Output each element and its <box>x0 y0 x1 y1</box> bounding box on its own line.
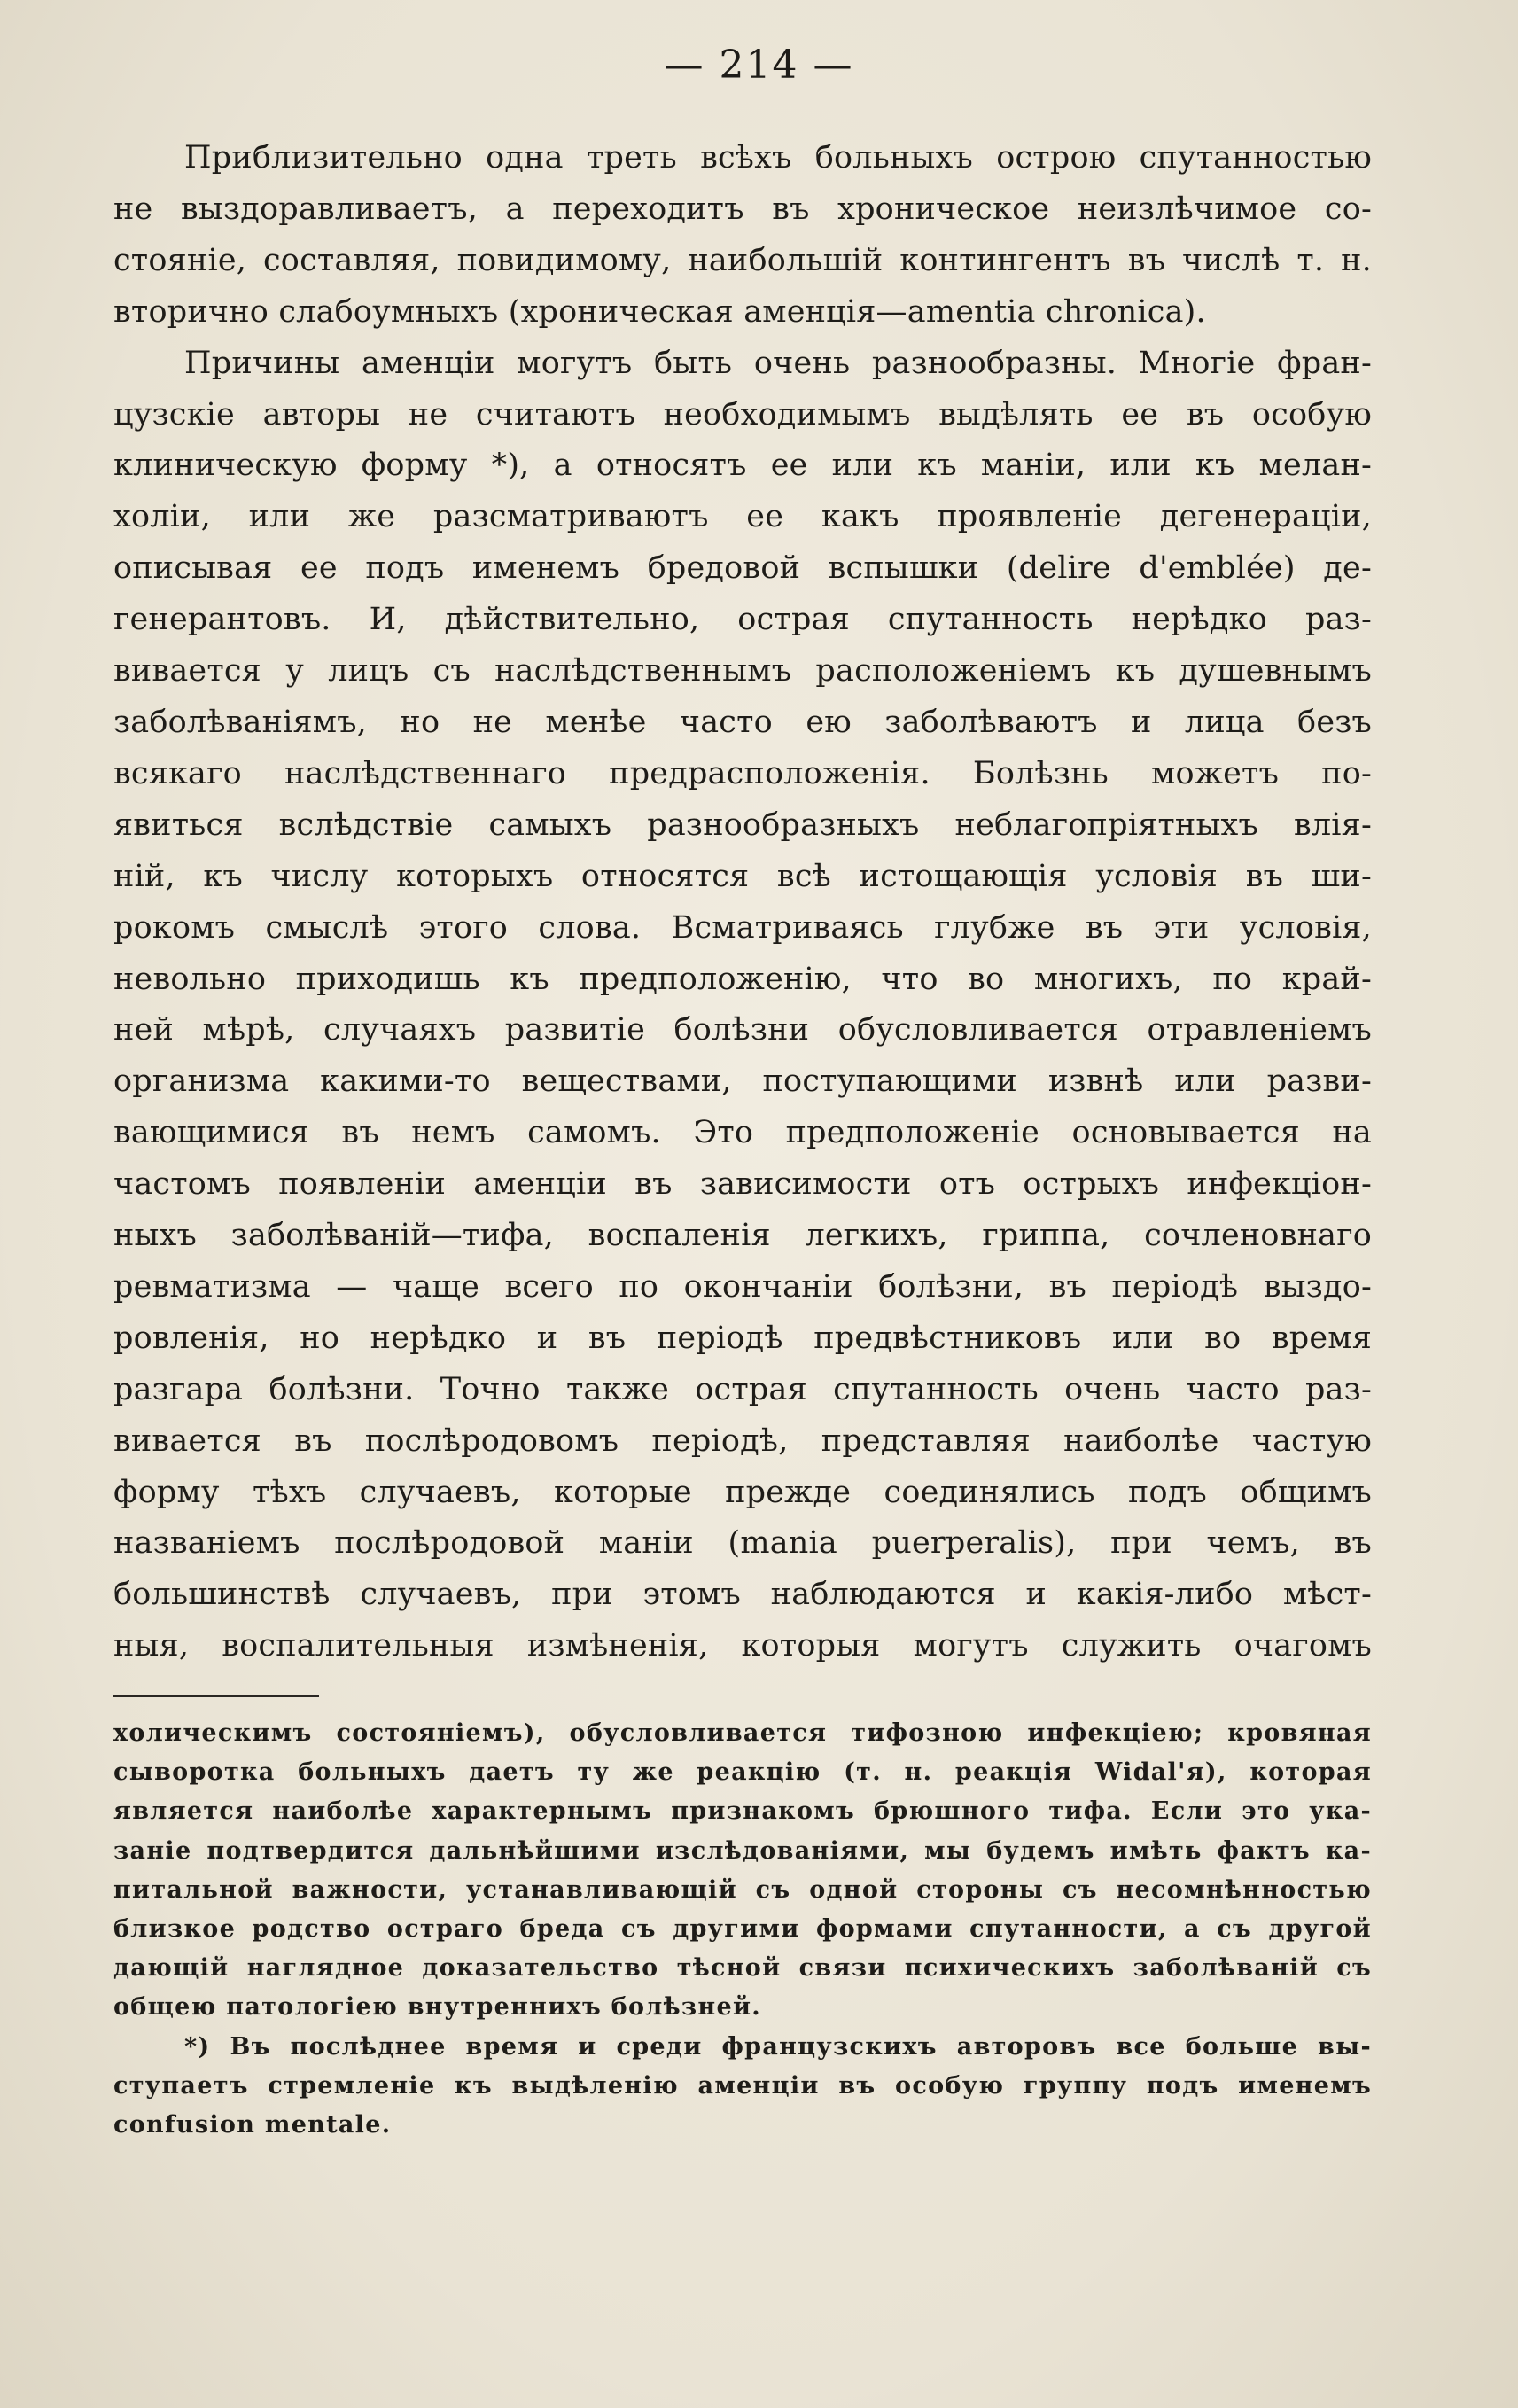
footnote-line: *) Въ послѣднее время и среди французскихъ авторовъ все больше вы- <box>184 2032 1372 2061</box>
text-line: ревматизма — чаще всего по окончаніи болѣзни, въ періодѣ выздо- <box>113 1268 1372 1305</box>
text-line: рокомъ смыслѣ этого слова. Всматриваясь глубже въ эти условія, <box>113 909 1372 946</box>
paragraph <box>113 339 1372 1673</box>
text-line: ныхъ заболѣваній—тифа, воспаленія легкихъ, гриппа, сочленовнаго <box>113 1218 1372 1254</box>
footnote-asterisk <box>113 2028 1372 2146</box>
text-line: всякаго наслѣдственнаго предрасположенія. Болѣзнь можетъ по- <box>113 755 1372 791</box>
text-line: генерантовъ. И, дѣйствительно, острая спутанность нерѣдко раз- <box>113 602 1372 638</box>
footnote-line: сыворотка больныхъ даетъ ту же реакцію (т. н. реакція Widal'я), которая <box>113 1758 1372 1787</box>
footnote-line: ступаетъ стремленіе къ выдѣленію аменціи въ особую группу подъ именемъ <box>113 2071 1372 2100</box>
text-line: ній, къ числу которыхъ относятся всѣ истощающія условія въ ши- <box>113 858 1372 894</box>
footnote-line: заніе подтвердится дальнѣйшими изслѣдованіями, мы будемъ имѣть фактъ ка- <box>113 1836 1372 1865</box>
footnotes <box>113 1714 1372 2145</box>
text-line: частомъ появленіи аменціи въ зависимости отъ острыхъ инфекціон- <box>113 1166 1372 1203</box>
text-line: форму тѣхъ случаевъ, которые прежде соединялись подъ общимъ <box>113 1474 1372 1510</box>
text-line: явиться вслѣдствіе самыхъ разнообразныхъ неблагопріятныхъ влія- <box>113 807 1372 843</box>
text-line: холіи, или же разсматриваютъ ее какъ проявленіе дегенераціи, <box>113 499 1372 535</box>
text-line: ней мѣрѣ, случаяхъ развитіе болѣзни обусловливается отравленіемъ <box>113 1012 1372 1048</box>
text-line: заболѣваніямъ, но не менѣе часто ею заболѣваютъ и лица безъ <box>113 704 1372 740</box>
paragraph <box>113 133 1372 339</box>
text-line: вторично слабоумныхъ (хроническая аменція—amentia chronica). <box>113 293 1206 330</box>
text-line: названіемъ послѣродовой маніи (mania puerperalis), при чемъ, въ <box>113 1525 1372 1562</box>
footnote-line: близкое родство остраго бреда съ другими формами спутанности, а съ другой <box>113 1915 1372 1944</box>
text-line: описывая ее подъ именемъ бредовой вспышки (delire d'emblée) де- <box>113 550 1372 587</box>
text-line: не выздоравливаетъ, а переходитъ въ хроническое неизлѣчимое со- <box>113 191 1372 227</box>
text-line: клиническую форму *), а относятъ ее или къ маніи, или къ мелан- <box>113 448 1372 484</box>
text-line: вающимися въ немъ самомъ. Это предположеніе основывается на <box>113 1115 1372 1151</box>
text-line: разгара болѣзни. Точно также острая спутанность очень часто раз- <box>113 1371 1372 1407</box>
text-line: цузскіе авторы не считаютъ необходимымъ выдѣлять ее въ особую <box>113 396 1372 433</box>
text-line: ныя, воспалительныя измѣненія, которыя могутъ служить очагомъ <box>113 1628 1372 1664</box>
footnote-continuation <box>113 1714 1372 2028</box>
footnote-line: confusion mentale. <box>113 2111 392 2139</box>
text-line: вивается у лицъ съ наслѣдственнымъ расположеніемъ къ душевнымъ <box>113 653 1372 690</box>
footnote-line: питальной важности, устанавливающій съ одной стороны съ несомнѣнностью <box>113 1875 1372 1904</box>
footnote-line: общею патологіею внутреннихъ болѣзней. <box>113 1993 761 2022</box>
text-line: вивается въ послѣродовомъ періодѣ, представляя наиболѣе частую <box>113 1422 1372 1459</box>
text-line: невольно приходишь къ предположенію, что во многихъ, по край- <box>113 961 1372 997</box>
text-line: большинствѣ случаевъ, при этомъ наблюдаются и какія-либо мѣст- <box>113 1577 1372 1613</box>
footnote-line: дающій наглядное доказательство тѣсной связи психическихъ заболѣваній съ <box>113 1954 1372 1983</box>
text-line: Причины аменціи могутъ быть очень разнообразны. Многіе фран- <box>184 345 1372 381</box>
main-text <box>113 133 1372 1672</box>
text-line: Приблизительно одна треть всѣхъ больныхъ острою спутанностью <box>184 140 1372 175</box>
footnote-line: является наиболѣе характернымъ признакомъ брюшного тифа. Если это ука- <box>113 1797 1372 1826</box>
page-number: — 214 — <box>664 43 854 88</box>
footnote-separator <box>113 1695 319 1697</box>
text-line: стояніе, составляя, повидимому, наибольшій контингентъ въ числѣ т. н. <box>113 242 1372 278</box>
footnote-line: холическимъ состояніемъ), обусловливается тифозною инфекціею; кровяная <box>113 1719 1372 1747</box>
text-line: ровленія, но нерѣдко и въ періодѣ предвѣстниковъ или во время <box>113 1320 1372 1356</box>
text-line: организма какими-то веществами, поступающими извнѣ или разви- <box>113 1064 1372 1100</box>
